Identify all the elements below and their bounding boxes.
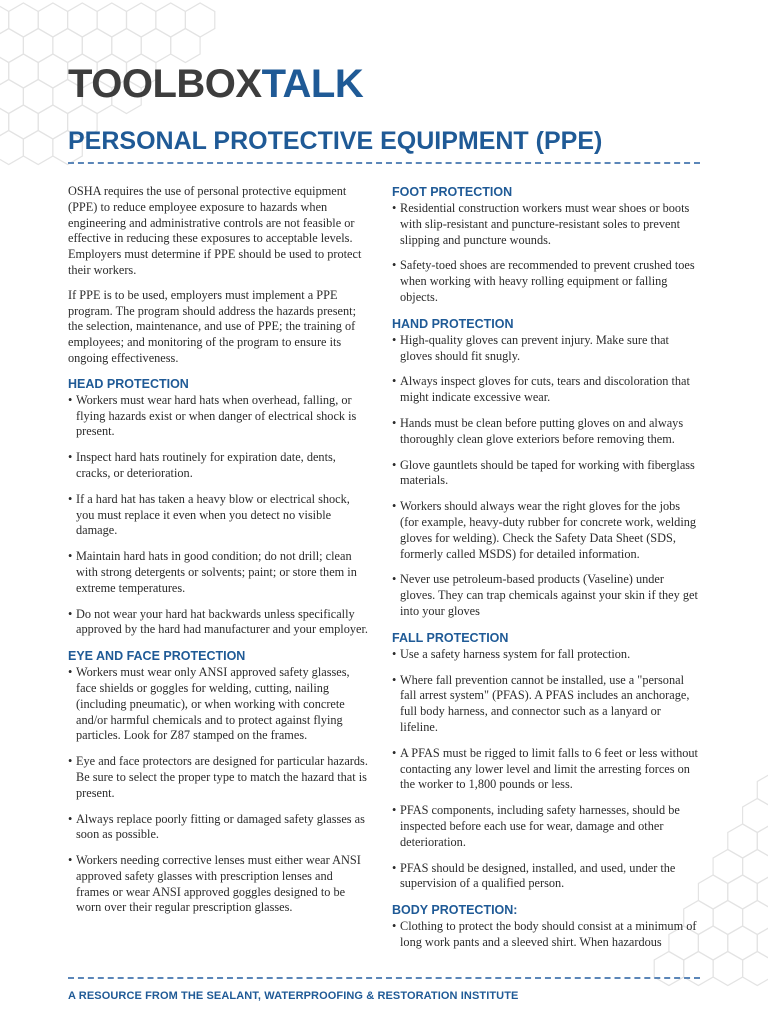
hexagon-shape — [0, 80, 23, 114]
list-item: • Never use petroleum-based products (Vaseline) under gloves. They can trap chemicals against your skin if they get into your gloves — [392, 572, 700, 619]
hexagon-shape — [38, 105, 67, 139]
list-item: • Where fall prevention cannot be installed, use a "personal fall arrest system" (PFAS). A PFAS includes an anchorage, full body harness, and connector such as a lanyard or lifeline. — [392, 673, 700, 736]
hexagon-shape — [97, 3, 126, 37]
head-protection-list — [68, 393, 368, 638]
list-item: • Maintain hard hats in good condition; do not drill; clean with strong detergents or solvents; paint; or store them in extreme temperatures. — [68, 549, 368, 596]
list-item: • Use a safety harness system for fall protection. — [392, 647, 700, 663]
hexagon-shape — [743, 952, 768, 986]
hexagon-shape — [757, 773, 768, 807]
list-item: • Do not wear your hard hat backwards unless specifically approved by the hard had manufacturer and your employer. — [68, 607, 368, 639]
brand-part-talk: TALK — [261, 62, 364, 106]
list-item: • Workers must wear only ANSI approved safety glasses, face shields or goggles for welding, cutting, nailing (including pneumatic), or when working with concrete and/or harmful chemicals and to protect against flying particles. Look for Z87 stamped on the frames. — [68, 665, 368, 744]
hexagon-shape — [171, 29, 200, 63]
hexagon-shape — [0, 3, 9, 37]
hexagon-shape — [698, 875, 727, 909]
hexagon-shape — [9, 54, 39, 88]
hand-protection-heading: HAND PROTECTION — [392, 316, 514, 331]
eye-face-protection-heading: EYE AND FACE PROTECTION — [68, 649, 246, 664]
hexagon-shape — [38, 3, 67, 37]
list-item: • Always inspect gloves for cuts, tears and discoloration that might indicate excessive wear. — [392, 374, 700, 406]
foot-protection-heading: FOOT PROTECTION — [392, 185, 513, 199]
body-protection-list — [392, 919, 700, 951]
hexagon-shape — [112, 29, 141, 63]
list-item: • Workers must wear hard hats when overhead, falling, or flying hazards exist or when danger of electrical shock is present. — [68, 393, 368, 440]
hexagon-shape — [9, 105, 39, 139]
left-column — [68, 184, 368, 926]
hexagon-shape — [23, 29, 53, 63]
hexagon-shape — [698, 926, 727, 960]
list-item: • Workers should always wear the right gloves for the jobs (for example, heavy-duty rubber for concrete work, welding gloves for welding). Check the Safety Data Sheet (SDS, formerly called MSDS) for detailed information. — [392, 499, 700, 562]
page-title: PERSONAL PROTECTIVE EQUIPMENT (PPE) — [68, 127, 603, 155]
hexagon-shape — [23, 131, 53, 165]
list-item: • Residential construction workers must wear shoes or boots with slip-resistant and puncture-resistant soles to prevent slipping and puncture wounds. — [392, 201, 700, 248]
hexagon-shape — [713, 901, 743, 935]
hexagon-shape — [0, 131, 23, 165]
hexagon-shape — [728, 926, 758, 960]
hexagon-shape — [0, 29, 23, 63]
hexagon-shape — [0, 54, 9, 88]
hexagon-shape — [53, 29, 82, 63]
hexagon-shape — [713, 850, 743, 884]
list-item: • Clothing to protect the body should consist at a minimum of long work pants and a sleeved shirt. When hazardous — [392, 919, 700, 951]
hexagon-shape — [156, 3, 186, 37]
brand-part-toolbox: TOOLBOX — [68, 62, 262, 106]
hexagon-shape — [728, 875, 758, 909]
intro-paragraph: If PPE is to be used, employers must implement a PPE program. The program should address the hazards present; the selection, maintenance, and use of PPE; the training of employees; and monitoring of the program to ensure its ongoing effectiveness. — [68, 287, 356, 365]
hexagon-shape — [728, 824, 758, 858]
hexagon-shape — [141, 29, 171, 63]
list-item: • Glove gauntlets should be taped for working with fiberglass materials. — [392, 458, 700, 490]
list-item: • PFAS components, including safety harnesses, should be inspected before each use for wear, damage and other deterioration. — [392, 803, 700, 850]
list-item: • A PFAS must be rigged to limit falls to 6 feet or less without contacting any lower level and limit the arresting forces on the worker to 1,800 pounds or less. — [392, 746, 700, 793]
list-item: • High-quality gloves can prevent injury. Make sure that gloves should fit snugly. — [392, 333, 700, 365]
head-protection-heading: HEAD PROTECTION — [68, 376, 189, 391]
hexagon-shape — [82, 29, 112, 63]
fall-protection-list — [392, 647, 700, 892]
list-item: • Safety-toed shoes are recommended to prevent crushed toes when working with heavy rolling equipment or falling objects. — [392, 258, 700, 305]
hexagon-shape — [68, 3, 98, 37]
page-header — [68, 60, 708, 156]
footer-resource-line: A RESOURCE FROM THE SEALANT, WATERPROOFING & RESTORATION INSTITUTE — [68, 990, 519, 1002]
foot-protection-list — [392, 201, 700, 306]
list-item: • Eye and face protectors are designed for particular hazards. Be sure to select the proper type to match the hazard that is present. — [68, 754, 368, 801]
hexagon-shape — [743, 799, 768, 833]
hand-protection-list — [392, 333, 700, 620]
eye-face-protection-list — [68, 665, 368, 916]
list-item: • Always replace poorly fitting or damaged safety glasses as soon as possible. — [68, 812, 368, 844]
list-item: • If a hard hat has taken a heavy blow or electrical shock, you must replace it even when you detect no visible damage. — [68, 492, 368, 539]
right-column — [392, 184, 700, 961]
hexagon-shape — [38, 54, 67, 88]
list-item: • Inspect hard hats routinely for expiration date, dents, cracks, or deterioration. — [68, 450, 368, 482]
intro-paragraph: OSHA requires the use of personal protective equipment (PPE) to reduce employee exposure to hazards when engineering and administrative controls are not feasible or effective in reducing these exposures to acceptable levels. Employers must determine if PPE should be used to protect their workers. — [68, 184, 362, 277]
hexagon-shape — [757, 926, 768, 960]
list-item: • PFAS should be designed, installed, and used, under the supervision of a qualified person. — [392, 861, 700, 893]
hexagon-shape — [757, 875, 768, 909]
hexagon-shape — [743, 850, 768, 884]
hexagon-shape — [23, 80, 53, 114]
top-dashed-divider — [68, 162, 700, 164]
toolbox-talk-logo — [68, 60, 708, 108]
hexagon-shape — [757, 824, 768, 858]
hexagon-shape — [185, 3, 214, 37]
hexagon-shape — [743, 901, 768, 935]
hexagon-shape — [0, 105, 9, 139]
bottom-dashed-divider — [68, 977, 700, 979]
list-item: • Workers needing corrective lenses must either wear ANSI approved safety glasses with prescription lenses and frames or wear ANSI approved goggles designed to be worn over their regular prescription glasses. — [68, 853, 368, 916]
hexagon-shape — [127, 3, 156, 37]
list-item: • Hands must be clean before putting gloves on and always thoroughly clean glove exteriors before removing them. — [392, 416, 700, 448]
hexagon-shape — [713, 952, 743, 986]
body-protection-heading: BODY PROTECTION: — [392, 903, 518, 918]
fall-protection-heading: FALL PROTECTION — [392, 630, 509, 645]
hexagon-shape — [9, 3, 39, 37]
